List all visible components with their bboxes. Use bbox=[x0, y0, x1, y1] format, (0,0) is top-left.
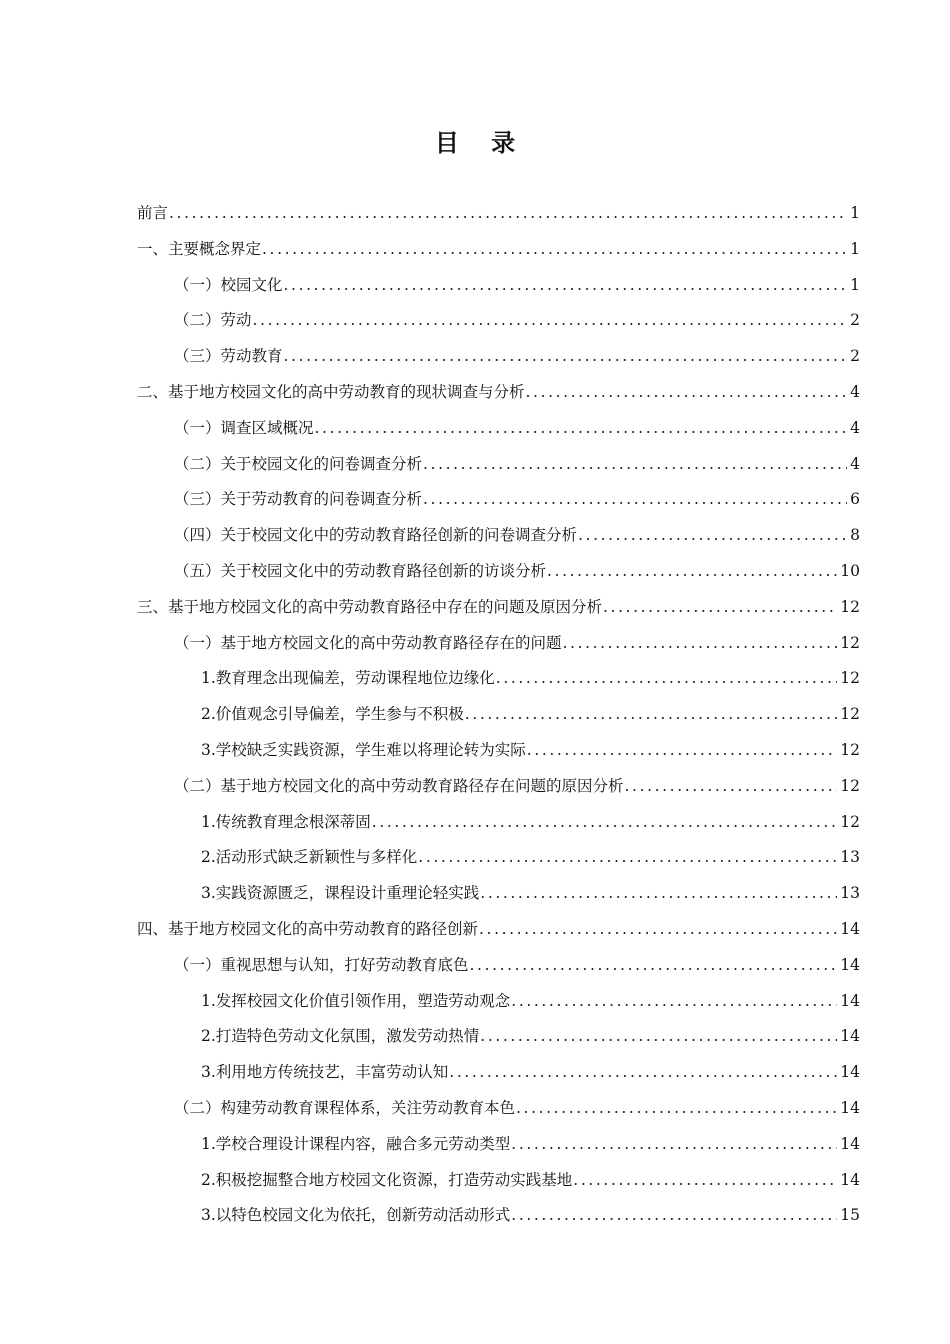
toc-entry-title: 2.价值观念引导偏差，学生参与不积极 bbox=[201, 705, 464, 724]
toc-dot-leader bbox=[496, 661, 837, 697]
toc-entry-page-number: 1 bbox=[850, 204, 860, 222]
toc-entry-title: 四、基于地方校园文化的高中劳动教育的路径创新 bbox=[137, 919, 479, 938]
toc-dot-leader bbox=[465, 697, 837, 733]
toc-entry-title: 前言 bbox=[137, 204, 169, 222]
toc-dot-leader bbox=[423, 447, 847, 483]
toc-entry-title: 3.以特色校园文化为依托，创新劳动活动形式 bbox=[201, 1206, 511, 1225]
toc-entry[interactable] bbox=[137, 1163, 860, 1199]
toc-entry-title: 1.教育理念出现偏差，劳动课程地位边缘化 bbox=[201, 669, 495, 688]
toc-entry[interactable] bbox=[137, 876, 860, 912]
toc-entry-page-number: 15 bbox=[840, 1206, 860, 1225]
toc-entry-page-number: 2 bbox=[850, 347, 860, 366]
toc-entry-page-number: 13 bbox=[840, 884, 860, 903]
toc-entry[interactable] bbox=[137, 1198, 860, 1234]
toc-dot-leader bbox=[511, 1127, 837, 1163]
toc-entry-page-number: 10 bbox=[840, 561, 860, 580]
toc-entry-page-number: 1 bbox=[850, 275, 860, 294]
toc-entry-title: （一）调查区域概况 bbox=[174, 418, 314, 437]
toc-dot-leader bbox=[315, 411, 848, 447]
toc-dot-leader bbox=[480, 1019, 837, 1055]
toc-dot-leader bbox=[526, 375, 848, 411]
toc-entry[interactable] bbox=[137, 840, 860, 876]
toc-entry-title: 3.实践资源匮乏，课程设计重理论轻实践 bbox=[201, 884, 480, 903]
toc-entry-title: 一、主要概念界定 bbox=[137, 239, 262, 258]
toc-entry[interactable] bbox=[137, 375, 860, 411]
toc-entry-page-number: 12 bbox=[840, 812, 860, 831]
toc-entry-title: 三、基于地方校园文化的高中劳动教育路径中存在的问题及原因分析 bbox=[137, 597, 603, 616]
toc-entry[interactable] bbox=[137, 447, 860, 483]
toc-entry[interactable] bbox=[137, 339, 860, 375]
page-title: 目 录 bbox=[434, 129, 528, 157]
toc-entry-page-number: 4 bbox=[850, 454, 860, 473]
toc-dot-leader bbox=[511, 1198, 837, 1234]
toc-entry-page-number: 14 bbox=[840, 1063, 860, 1082]
toc-entry[interactable] bbox=[137, 268, 860, 304]
toc-entry-page-number: 12 bbox=[840, 740, 860, 759]
toc-entry-title: 2.积极挖掘整合地方校园文化资源，打造劳动实践基地 bbox=[201, 1170, 573, 1189]
toc-entry[interactable] bbox=[137, 769, 860, 805]
toc-entry[interactable] bbox=[137, 482, 860, 518]
toc-dot-leader bbox=[169, 196, 847, 232]
toc-entry[interactable] bbox=[137, 1055, 860, 1091]
toc-entry[interactable] bbox=[137, 1091, 860, 1127]
toc-entry-page-number: 14 bbox=[840, 1134, 860, 1153]
toc-entry-page-number: 12 bbox=[840, 776, 860, 795]
table-of-contents bbox=[137, 196, 860, 1234]
toc-entry-title: （一）校园文化 bbox=[174, 275, 283, 294]
toc-entry-page-number: 4 bbox=[850, 382, 860, 401]
toc-entry[interactable] bbox=[137, 590, 860, 626]
toc-dot-leader bbox=[449, 1055, 837, 1091]
toc-entry-page-number: 12 bbox=[840, 705, 860, 724]
toc-entry-page-number: 12 bbox=[840, 669, 860, 688]
toc-dot-leader bbox=[480, 876, 837, 912]
toc-dot-leader bbox=[547, 554, 837, 590]
toc-entry-title: （二）构建劳动教育课程体系，关注劳动教育本色 bbox=[174, 1098, 516, 1117]
toc-entry-title: 二、基于地方校园文化的高中劳动教育的现状调查与分析 bbox=[137, 382, 525, 401]
toc-dot-leader bbox=[603, 590, 837, 626]
toc-entry-title: （四）关于校园文化中的劳动教育路径创新的问卷调查分析 bbox=[174, 526, 578, 545]
toc-entry-title: （三）劳动教育 bbox=[174, 347, 283, 366]
toc-entry[interactable] bbox=[137, 303, 860, 339]
toc-entry[interactable] bbox=[137, 196, 860, 232]
toc-dot-leader bbox=[262, 232, 847, 268]
toc-entry-title: （五）关于校园文化中的劳动教育路径创新的访谈分析 bbox=[174, 561, 547, 580]
toc-entry[interactable] bbox=[137, 661, 860, 697]
toc-entry[interactable] bbox=[137, 554, 860, 590]
toc-entry-page-number: 13 bbox=[840, 848, 860, 867]
toc-entry-title: 2.活动形式缺乏新颖性与多样化 bbox=[201, 848, 418, 867]
toc-entry[interactable] bbox=[137, 984, 860, 1020]
toc-entry[interactable] bbox=[137, 948, 860, 984]
toc-entry-page-number: 14 bbox=[840, 919, 860, 938]
toc-entry-title: 1.学校合理设计课程内容，融合多元劳动类型 bbox=[201, 1134, 511, 1153]
toc-entry-page-number: 14 bbox=[840, 1170, 860, 1189]
toc-entry-title: 2.打造特色劳动文化氛围，激发劳动热情 bbox=[201, 1027, 480, 1046]
toc-entry-page-number: 6 bbox=[850, 490, 860, 509]
toc-entry-page-number: 2 bbox=[850, 311, 860, 330]
toc-entry-title: （二）关于校园文化的问卷调查分析 bbox=[174, 454, 423, 473]
toc-entry-title: 1.传统教育理念根深蒂固 bbox=[201, 812, 371, 831]
toc-entry-page-number: 12 bbox=[840, 633, 860, 652]
toc-entry-page-number: 1 bbox=[850, 239, 860, 258]
toc-entry-title: （一）基于地方校园文化的高中劳动教育路径存在的问题 bbox=[174, 633, 562, 652]
toc-dot-leader bbox=[527, 733, 837, 769]
toc-entry-page-number: 14 bbox=[840, 1027, 860, 1046]
toc-entry-page-number: 14 bbox=[840, 991, 860, 1010]
toc-dot-leader bbox=[284, 268, 848, 304]
toc-entry[interactable] bbox=[137, 1019, 860, 1055]
toc-dot-leader bbox=[470, 948, 838, 984]
toc-dot-leader bbox=[578, 518, 847, 554]
toc-dot-leader bbox=[625, 769, 838, 805]
toc-dot-leader bbox=[511, 984, 837, 1020]
toc-entry[interactable] bbox=[137, 518, 860, 554]
toc-entry[interactable] bbox=[137, 626, 860, 662]
toc-dot-leader bbox=[563, 626, 838, 662]
toc-entry-title: （二）劳动 bbox=[174, 311, 252, 330]
toc-entry[interactable] bbox=[137, 697, 860, 733]
toc-dot-leader bbox=[284, 339, 848, 375]
toc-dot-leader bbox=[516, 1091, 837, 1127]
toc-entry-page-number: 4 bbox=[850, 418, 860, 437]
toc-entry-page-number: 14 bbox=[840, 1098, 860, 1117]
toc-entry[interactable] bbox=[137, 1127, 860, 1163]
toc-entry-page-number: 8 bbox=[850, 526, 860, 545]
toc-entry[interactable] bbox=[137, 232, 860, 268]
toc-dot-leader bbox=[372, 805, 837, 841]
toc-entry-page-number: 14 bbox=[840, 955, 860, 974]
toc-dot-leader bbox=[418, 840, 837, 876]
toc-entry[interactable] bbox=[137, 411, 860, 447]
toc-entry-title: （三）关于劳动教育的问卷调查分析 bbox=[174, 490, 423, 509]
toc-entry[interactable] bbox=[137, 733, 860, 769]
toc-entry-title: 3.利用地方传统技艺，丰富劳动认知 bbox=[201, 1063, 449, 1082]
toc-entry[interactable] bbox=[137, 912, 860, 948]
toc-entry-title: 3.学校缺乏实践资源，学生难以将理论转为实际 bbox=[201, 740, 526, 759]
toc-entry-title: （二）基于地方校园文化的高中劳动教育路径存在问题的原因分析 bbox=[174, 776, 624, 795]
toc-dot-leader bbox=[479, 912, 837, 948]
toc-dot-leader bbox=[253, 303, 848, 339]
toc-entry-title: （一）重视思想与认知，打好劳动教育底色 bbox=[174, 955, 469, 974]
toc-entry-page-number: 12 bbox=[840, 597, 860, 616]
toc-entry-title: 1.发挥校园文化价值引领作用，塑造劳动观念 bbox=[201, 991, 511, 1010]
toc-entry[interactable] bbox=[137, 805, 860, 841]
toc-dot-leader bbox=[573, 1163, 837, 1199]
toc-dot-leader bbox=[423, 482, 847, 518]
